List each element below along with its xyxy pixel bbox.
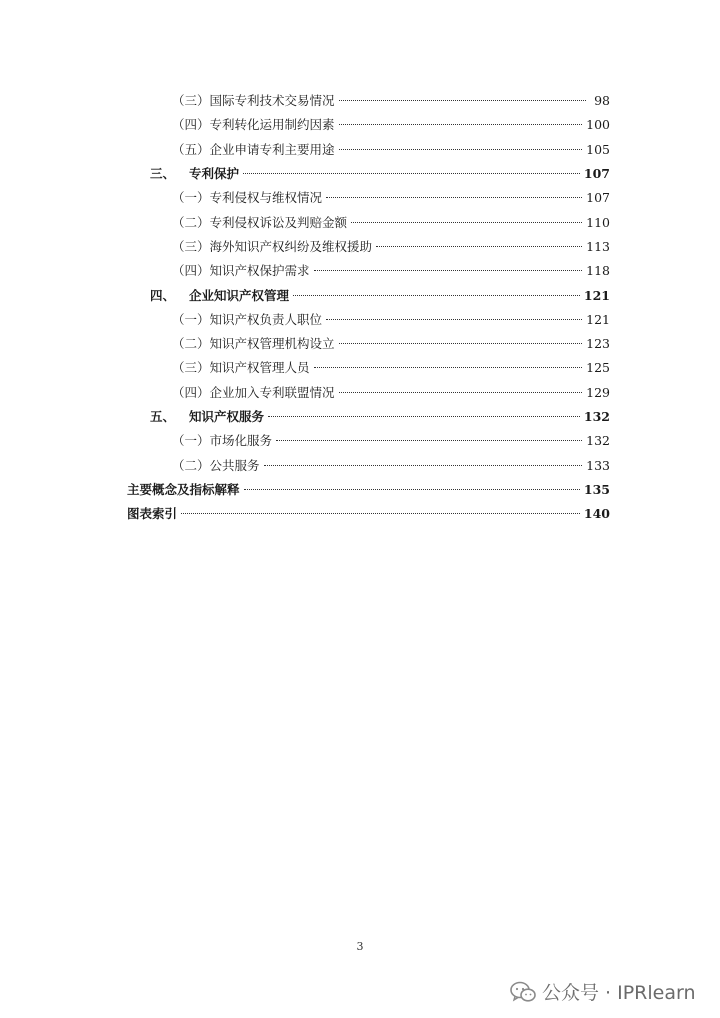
toc-entry-title: 国际专利技术交易情况 xyxy=(209,93,335,108)
toc-entry-page: 113 xyxy=(586,239,610,254)
dot-leader xyxy=(339,392,583,393)
toc-chapter[interactable] xyxy=(150,287,610,305)
toc-entry-page: 132 xyxy=(586,433,610,448)
dot-leader xyxy=(314,367,583,368)
toc-entry-number: （三） xyxy=(172,93,210,108)
toc-entry-title: 专利侵权与维权情况 xyxy=(209,190,323,205)
toc-entry-number: （三） xyxy=(172,239,210,254)
dot-leader xyxy=(339,124,583,125)
toc-entry-title: 海外知识产权纠纷及维权援助 xyxy=(209,239,373,254)
toc-entry-title: 知识产权管理机构设立 xyxy=(209,336,335,351)
toc-entry-page: 123 xyxy=(586,336,610,351)
dot-leader xyxy=(244,489,580,490)
dot-leader xyxy=(243,173,580,174)
toc-entry[interactable] xyxy=(172,189,610,207)
toc-entry-number: （四） xyxy=(172,117,210,132)
toc-entry-page: 121 xyxy=(586,312,610,327)
dot-leader xyxy=(326,197,582,198)
dot-leader xyxy=(264,465,583,466)
dot-leader xyxy=(326,319,582,320)
toc-entry-title: 企业加入专利联盟情况 xyxy=(209,385,335,400)
toc-entry-number: （二） xyxy=(172,336,210,351)
toc-entry[interactable] xyxy=(172,335,610,353)
toc-entry-title: 知识产权服务 xyxy=(189,409,265,424)
toc-entry-page: 133 xyxy=(586,458,610,473)
toc-entry-number: 三、 xyxy=(150,166,176,181)
toc-entry-title: 专利保护 xyxy=(189,166,240,181)
toc-entry-title: 图表索引 xyxy=(127,506,178,521)
toc-entry-page: 107 xyxy=(583,166,610,181)
toc-entry-page: 121 xyxy=(583,288,610,303)
dot-leader xyxy=(276,440,582,441)
toc-entry-page: 135 xyxy=(583,482,610,497)
dot-leader xyxy=(351,222,582,223)
toc-entry-title: 知识产权保护需求 xyxy=(209,263,310,278)
toc-entry-number: （一） xyxy=(172,190,210,205)
toc-entry[interactable] xyxy=(172,384,610,402)
toc-entry-title: 企业知识产权管理 xyxy=(189,288,290,303)
toc-section[interactable] xyxy=(127,481,610,499)
page-number: 3 xyxy=(356,940,364,953)
toc-entry[interactable] xyxy=(172,457,610,475)
dot-leader xyxy=(339,343,583,344)
watermark-text: 公众号 · IPRlearn xyxy=(542,982,696,1004)
toc-entry-page: 118 xyxy=(586,263,610,278)
toc-entry-page: 129 xyxy=(586,385,610,400)
toc-entry-page: 140 xyxy=(583,506,610,521)
toc-entry[interactable] xyxy=(172,262,610,280)
toc-entry[interactable] xyxy=(172,311,610,329)
toc-entry[interactable] xyxy=(172,238,610,256)
toc-entry-title: 知识产权管理人员 xyxy=(209,360,310,375)
toc-entry-number: （二） xyxy=(172,215,210,230)
toc-entry-title: 公共服务 xyxy=(209,458,260,473)
wechat-icon xyxy=(510,981,536,1003)
toc-entry-number: （二） xyxy=(172,458,210,473)
toc-entry[interactable] xyxy=(172,141,610,159)
toc-entry-page: 110 xyxy=(586,215,610,230)
toc-entry-number: 五、 xyxy=(150,409,176,424)
dot-leader xyxy=(339,149,583,150)
watermark xyxy=(510,978,696,1005)
toc-section[interactable] xyxy=(127,505,610,523)
dot-leader xyxy=(268,416,580,417)
dot-leader xyxy=(339,100,586,101)
toc-entry-number: （四） xyxy=(172,385,210,400)
toc-entry-title: 专利侵权诉讼及判赔金额 xyxy=(209,215,348,230)
toc-entry-title: 知识产权负责人职位 xyxy=(209,312,323,327)
toc-entry-title: 专利转化运用制约因素 xyxy=(209,117,335,132)
dot-leader xyxy=(376,246,582,247)
toc-entry[interactable] xyxy=(172,359,610,377)
toc-entry-number: 四、 xyxy=(150,288,176,303)
toc-entry-page: 132 xyxy=(583,409,610,424)
toc-entry[interactable] xyxy=(172,432,610,450)
toc-entry-number: （一） xyxy=(172,312,210,327)
toc-entry-page: 100 xyxy=(586,117,610,132)
toc-entry[interactable] xyxy=(172,92,610,110)
toc-entry-title: 市场化服务 xyxy=(209,433,273,448)
toc-entry-page: 107 xyxy=(586,190,610,205)
toc-chapter[interactable] xyxy=(150,165,610,183)
toc-entry[interactable] xyxy=(172,116,610,134)
toc-entry-title: 主要概念及指标解释 xyxy=(127,482,240,497)
toc-entry-page: 125 xyxy=(586,360,610,375)
toc-entry-page: 105 xyxy=(586,142,610,157)
toc-entry-page: 98 xyxy=(594,93,610,108)
dot-leader xyxy=(314,270,583,271)
toc-entry-number: （四） xyxy=(172,263,210,278)
toc-entry-title: 企业申请专利主要用途 xyxy=(209,142,335,157)
toc-chapter[interactable] xyxy=(150,408,610,426)
toc-entry-number: （一） xyxy=(172,433,210,448)
toc-entry-number: （五） xyxy=(172,142,210,157)
dot-leader xyxy=(293,295,580,296)
toc-entry-number: （三） xyxy=(172,360,210,375)
toc-entry[interactable] xyxy=(172,214,610,232)
dot-leader xyxy=(181,513,580,514)
